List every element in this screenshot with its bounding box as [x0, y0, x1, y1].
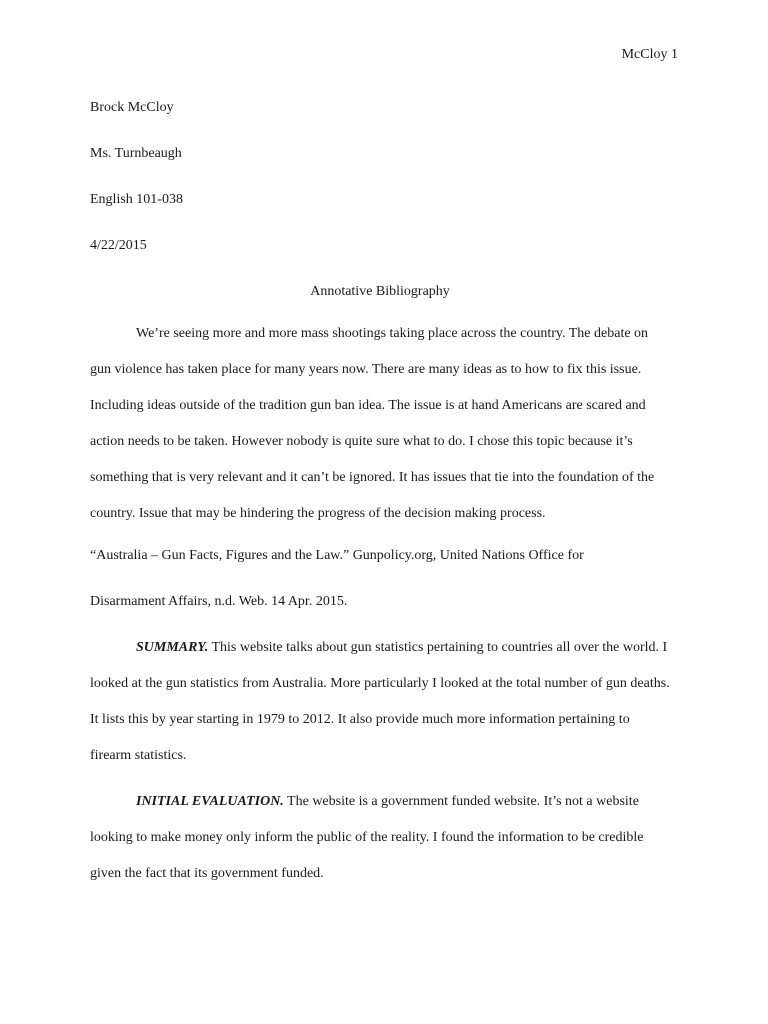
running-head: McCloy 1	[621, 47, 678, 62]
student-name: Brock McCloy	[90, 100, 174, 115]
document-title: Annotative Bibliography	[310, 284, 450, 299]
evaluation-label: INITIAL EVALUATION.	[136, 794, 284, 809]
course-name: English 101-038	[90, 192, 183, 207]
instructor-name: Ms. Turnbeaugh	[90, 146, 182, 161]
document-body	[90, 90, 670, 892]
citation-line-1: “Australia – Gun Facts, Figures and the Law.” Gunpolicy.org, United Nations Office for	[90, 548, 584, 563]
summary-label: SUMMARY.	[136, 640, 209, 655]
summary-paragraph	[90, 630, 670, 774]
document-date: 4/22/2015	[90, 238, 147, 253]
evaluation-text: The website is a government funded website. It’s not a website looking to make money only inform the public of the reality. I found the information to be credible given the fact that its government funded.	[90, 794, 644, 881]
intro-paragraph: We’re seeing more and more mass shootings taking place across the country. The debate on gun violence has taken place for many years now. There are many ideas as to how to fix this issue. Including ideas outside of the tradition gun ban idea. The issue is at hand Americans are scared and action needs to be taken. However nobody is quite sure what to do. I chose this topic because it’s something that is very relevant and it can’t be ignored. It has issues that tie into the foundation of the country. Issue that may be hindering the progress of the decision making process.	[90, 326, 655, 521]
evaluation-paragraph	[90, 784, 670, 892]
citation-line-2: Disarmament Affairs, n.d. Web. 14 Apr. 2015.	[90, 594, 348, 609]
summary-text: This website talks about gun statistics pertaining to countries all over the world. I looked at the gun statistics from Australia. More particularly I looked at the total number of gun deaths. It lists this by year starting in 1979 to 2012. It also provide much more information pertaining to firearm statistics.	[90, 640, 670, 763]
